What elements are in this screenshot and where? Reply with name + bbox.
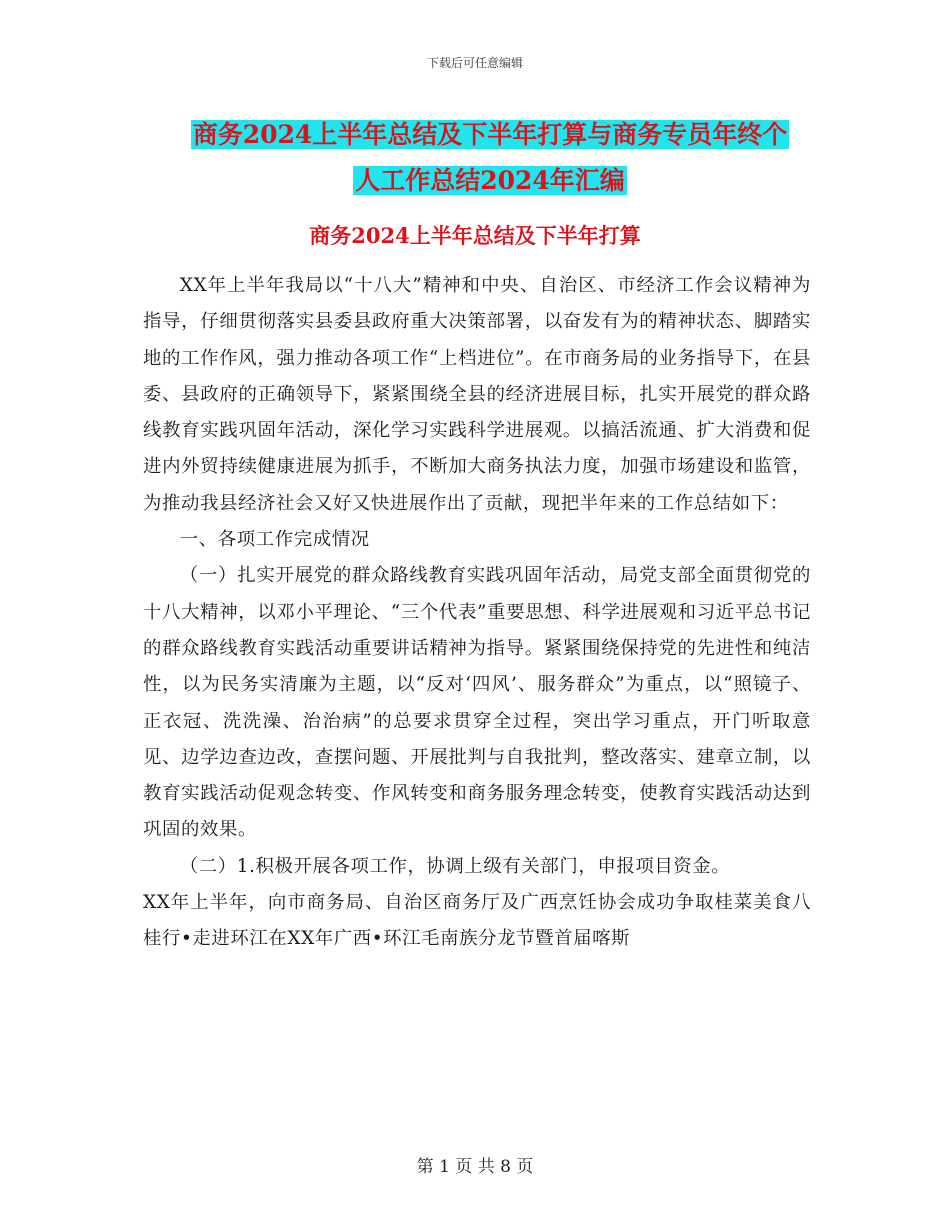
page-footer: 第 1 页 共 8 页 [416,1157,534,1177]
document-body [143,268,811,958]
document-title-line-1: 商务2024上半年总结及下半年打算与商务专员年终个 [192,120,788,149]
document-title-line-2: 人工作总结2024年汇编 [355,166,625,195]
paragraph-item-1: （一）扎实开展党的群众路线教育实践巩固年活动，局党支部全面贯彻党的十八大精神，以邓小平理论、“三个代表”重要思想、科学进展观和习近平总书记的群众路线教育实践活动重要讲话精神为指导。紧紧围绕保持党的先进性和纯洁性，以为民务实清廉为主题，以“反对‘四风’、服务群众”为重点，以“照镜子、正衣冠、洗洗澡、治治病”的总要求贯穿全过程，突出学习重点，开门听取意见、边学边查边改，查摆问题、开展批判与自我批判，整改落实、建章立制，以教育实践活动促观念转变、作风转变和商务服务理念转变，使教育实践活动达到巩固的效果。 [143,565,811,841]
paragraph-heading-1: 一、各项工作完成情况 [179,529,370,551]
paragraph-item-2: （二）1.积极开展各项工作，协调上级有关部门，申报项目资金。 [179,855,731,877]
header-note: 下载后可任意编辑 [426,56,523,70]
section-title: 商务2024上半年总结及下半年打算 [309,223,641,248]
paragraph-intro: XX年上半年我局以“十八大”精神和中央、自治区、市经济工作会议精神为指导，仔细贯彻落实县委县政府重大决策部署，以奋发有为的精神状态、脚踏实地的工作作风，强力推动各项工作“上档进位”。在市商务局的业务指导下，在县委、县政府的正确领导下，紧紧围绕全县的经济进展目标，扎实开展党的群众路线教育实践巩固年活动，深化学习实践科学进展观。以搞活流通、扩大消费和促进内外贸持续健康进展为抓手，不断加大商务执法力度，加强市场建设和监管，为推动我县经济社会又好又快进展作出了贡献，现把半年来的工作总结如下： [143,275,811,514]
document-title [140,112,840,204]
paragraph-item-2-continued: XX年上半年，向市商务局、自治区商务厅及广西烹饪协会成功争取桂菜美食八桂行•走进环江在XX年广西•环江毛南族分龙节暨首届喀斯 [143,892,811,950]
